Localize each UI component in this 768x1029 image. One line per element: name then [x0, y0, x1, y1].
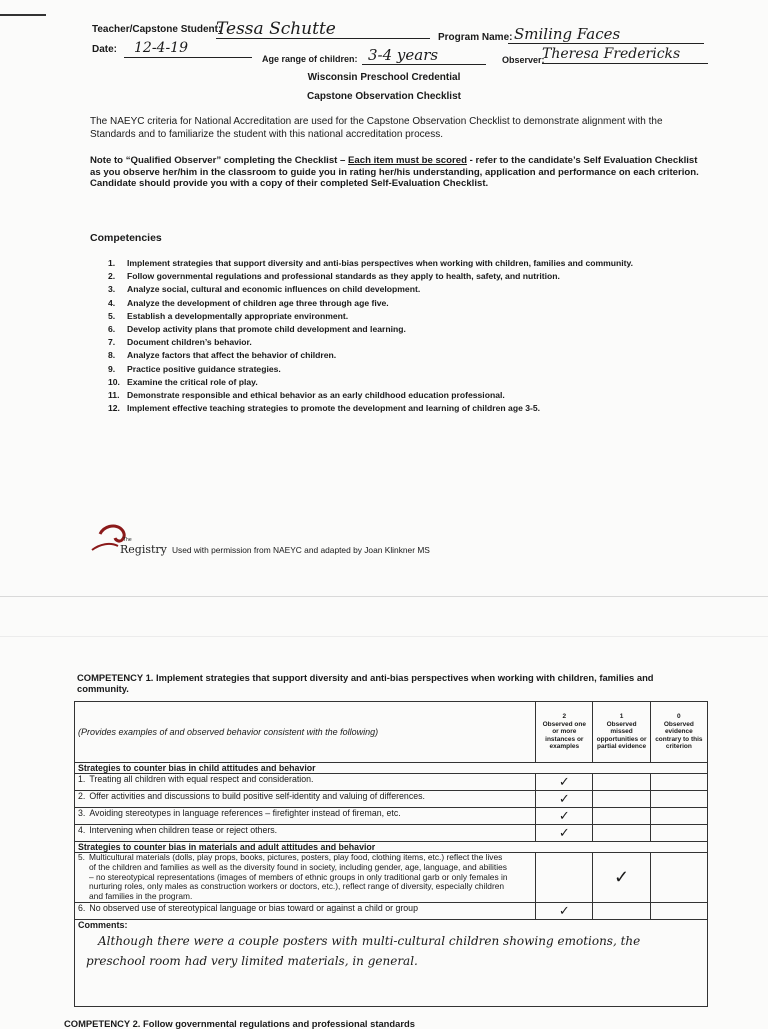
competencies-list	[108, 257, 708, 415]
score-cell-0[interactable]	[650, 825, 707, 842]
competency-text: Develop activity plans that promote child development and learning.	[127, 324, 406, 335]
competency-item	[108, 310, 708, 323]
score-cell-2[interactable]	[536, 808, 593, 825]
score-cell-0[interactable]	[650, 774, 707, 791]
score-cell-1[interactable]	[593, 774, 650, 791]
competency-item	[108, 402, 708, 415]
note-rest: - refer to the candidate’s Self Evaluation Checklist as you observe her/him in the classroom to guide you in rating her/his understanding, application and performance on each criterion. Candidate should provide you with a copy of their completed Self-Evaluation Checklist.	[90, 155, 699, 190]
item-number: 4.	[78, 825, 86, 835]
competency-item	[108, 363, 708, 376]
competency-text: Practice positive guidance strategies.	[127, 363, 281, 374]
competency-number: 7.	[108, 337, 116, 348]
table-row	[75, 808, 708, 825]
competency-item	[108, 349, 708, 362]
date-value: 12-4-19	[124, 40, 252, 58]
score-cell-0[interactable]	[650, 808, 707, 825]
competency-item	[108, 257, 708, 270]
title-credential: Wisconsin Preschool Credential	[307, 72, 461, 83]
item-number: 6.	[78, 902, 86, 913]
competency-item	[108, 389, 708, 402]
item-cell	[75, 825, 536, 842]
item-cell	[75, 774, 536, 791]
item-cell	[75, 902, 536, 919]
score-cell-1[interactable]	[593, 825, 650, 842]
competency-text: Analyze factors that affect the behavior of children.	[127, 350, 337, 361]
comments-line-2: preschool room had very limited materials, in general.	[86, 953, 418, 968]
competency-number: 5.	[108, 310, 116, 321]
section-heading-materials: Strategies to counter bias in materials and adult attitudes and behavior	[75, 842, 708, 853]
table-row	[75, 853, 708, 903]
competency-number: 4.	[108, 297, 116, 308]
competency-text: Examine the critical role of play.	[127, 376, 258, 387]
checkmark-icon: ✓	[558, 774, 570, 789]
checkmark-icon: ✓	[558, 825, 570, 840]
competency-text: Demonstrate responsible and ethical behavior as an early childhood education professional.	[127, 390, 505, 401]
item-number: 3.	[78, 808, 86, 818]
section-a-rows	[75, 774, 708, 842]
competency-number: 11.	[108, 390, 120, 401]
item-text: No observed use of stereotypical language or bias toward or against a child or group	[89, 902, 418, 913]
next-competency-heading: COMPETENCY 2. Follow governmental regulations and professional standards	[64, 1018, 415, 1029]
competency-item	[108, 323, 708, 336]
competency1-table	[74, 701, 708, 1007]
score-cell-2[interactable]	[536, 825, 593, 842]
table-row	[75, 791, 708, 808]
score-cell-2[interactable]	[536, 853, 593, 903]
table-prompt-cell	[75, 702, 536, 763]
registry-logo-text: Registry	[120, 543, 167, 556]
observer-note	[90, 155, 708, 190]
competency-text: Document children’s behavior.	[127, 337, 252, 348]
page-corner-mark	[0, 14, 46, 16]
competency-number: 12.	[108, 403, 120, 414]
competency-item	[108, 283, 708, 296]
competency-text: Follow governmental regulations and professional standards as they apply to health, safety, and nutrition.	[127, 271, 560, 282]
competency-text: Establish a developmentally appropriate environment.	[127, 310, 349, 321]
section-heading-child: Strategies to counter bias in child attitudes and behavior	[75, 763, 708, 774]
competency-number: 9.	[108, 363, 116, 374]
competency-text: Implement strategies that support diversity and anti-bias perspectives when working with children, families and community.	[127, 258, 634, 268]
comments-label: Comments:	[78, 919, 128, 930]
competency-number: 8.	[108, 350, 116, 361]
competency-item	[108, 297, 708, 310]
item-number: 5.	[78, 852, 85, 862]
score-cell-2[interactable]	[536, 902, 593, 919]
registry-logo-small: The	[123, 537, 132, 543]
age-label: Age range of children:	[262, 54, 358, 64]
col-header-0: 0 Observed evidence contrary to this criterion	[650, 702, 707, 763]
comments-line-1: Although there were a couple posters with multi-cultural children showing emotions, the	[98, 933, 641, 948]
item-cell	[75, 853, 536, 903]
competency-number: 1.	[108, 258, 116, 268]
checkmark-icon: ✓	[558, 902, 570, 918]
competency-number: 6.	[108, 324, 116, 335]
page-break-top	[0, 596, 768, 597]
competency-item	[108, 270, 708, 283]
competency-item	[108, 376, 708, 389]
date-label: Date:	[92, 44, 118, 55]
table-row	[75, 774, 708, 791]
item-number: 1.	[78, 774, 86, 784]
teacher-value: Tessa Schutte	[216, 20, 430, 39]
note-lead: Note to “Qualified Observer” completing the Checklist –	[90, 155, 349, 166]
score-cell-0[interactable]	[650, 853, 707, 903]
score-cell-2[interactable]	[536, 774, 593, 791]
page-break-bottom	[0, 636, 768, 637]
item-text: Treating all children with equal respect and consideration.	[89, 774, 314, 784]
score-cell-1[interactable]	[593, 902, 650, 919]
score-cell-1[interactable]	[593, 853, 650, 903]
program-label: Program Name:	[438, 32, 513, 43]
table-prompt: (Provides examples of and observed behavior consistent with the following)	[78, 727, 379, 737]
observer-label: Observer:	[502, 55, 545, 65]
program-value: Smiling Faces	[508, 25, 704, 44]
checkmark-icon: ✓	[558, 791, 570, 806]
score-cell-1[interactable]	[593, 791, 650, 808]
table-row	[75, 825, 708, 842]
observer-value: Theresa Fredericks	[542, 46, 708, 64]
competency-text: Analyze social, cultural and economic influences on child development.	[127, 284, 421, 295]
item-text: Multicultural materials (dolls, play props, books, pictures, posters, play food, clothing items, etc.) reflect the lives of the children and families as well as the diversity found in society, including gender, age, language, and abilities – no stereotypical representations (images of members of ethnic groups in only traditional garb or only females in nurturing roles, only males as construction workers or doctors, etc.), reflect range of diversity, especially children and families in the program.	[89, 852, 508, 902]
item-cell	[75, 808, 536, 825]
competency-number: 3.	[108, 284, 116, 295]
score-cell-2[interactable]	[536, 791, 593, 808]
title-checklist: Capstone Observation Checklist	[307, 91, 461, 102]
competency-item	[108, 336, 708, 349]
checkmark-icon: ✓	[558, 808, 570, 823]
note-underlined: Each item must be scored	[348, 155, 467, 166]
item-text: Avoiding stereotypes in language references – firefighter instead of fireman, etc.	[89, 808, 401, 818]
item-number: 2.	[78, 791, 86, 801]
item-text: Offer activities and discussions to build positive self-identity and valuing of differences.	[89, 791, 425, 801]
score-cell-0[interactable]	[650, 902, 707, 919]
registry-logo	[90, 524, 168, 558]
competencies-heading: Competencies	[90, 232, 162, 244]
competency-text: Implement effective teaching strategies to promote the development and learning of children age 3-5.	[127, 403, 541, 414]
age-value: 3-4 years	[362, 47, 486, 65]
item-text: Intervening when children tease or reject others.	[89, 825, 278, 835]
competency-number: 10.	[108, 376, 120, 387]
intro-paragraph: The NAEYC criteria for National Accreditation are used for the Capstone Observation Checklist to demonstrate alignment with the Standards and to familiarize the student with this national accreditation process.	[90, 116, 663, 140]
teacher-label: Teacher/Capstone Student:	[92, 24, 222, 35]
col-header-1: 1 Observed missed opportunities or partial evidence	[593, 702, 650, 763]
score-cell-1[interactable]	[593, 808, 650, 825]
score-cell-0[interactable]	[650, 791, 707, 808]
item-cell	[75, 791, 536, 808]
competency1-title: COMPETENCY 1. Implement strategies that support diversity and anti-bias perspectives when working with children, families and community.	[77, 672, 654, 694]
col-header-2: 2 Observed one or more instances or examples	[536, 702, 593, 763]
comments-cell	[75, 919, 708, 1006]
permission-text: Used with permission from NAEYC and adapted by Joan Klinkner MS	[172, 545, 430, 555]
competency-text: Analyze the development of children age three through age five.	[127, 297, 389, 308]
competency-number: 2.	[108, 271, 116, 282]
table-row	[75, 902, 708, 919]
checkmark-icon: ✓	[614, 866, 630, 887]
section-b-rows	[75, 853, 708, 920]
